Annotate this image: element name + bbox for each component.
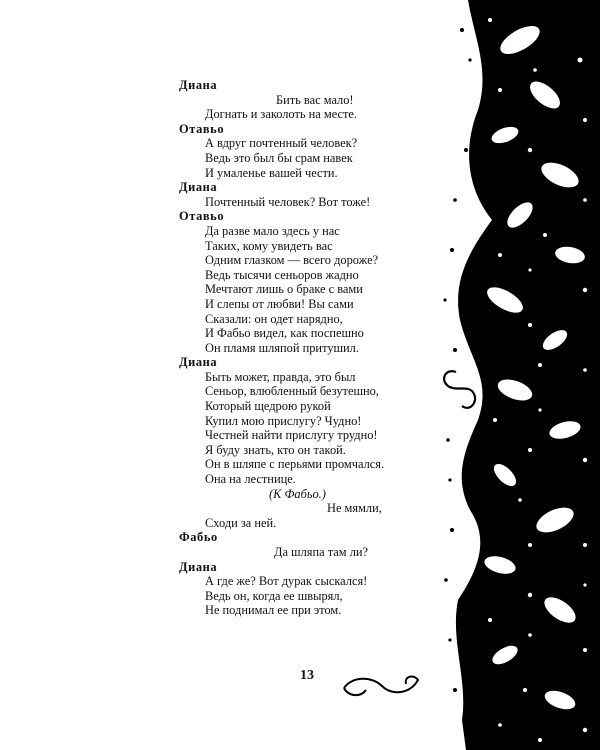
speaker-name: Диана xyxy=(179,180,218,195)
verse-line: Ведь тысячи сеньоров жадно xyxy=(205,267,359,282)
verse-line: Я буду знать, кто он такой. xyxy=(205,442,346,457)
verse-line: И Фабьо видел, как поспешно xyxy=(205,326,364,341)
verse-line: Быть может, правда, это был xyxy=(205,369,356,384)
speaker-name: Диана xyxy=(179,78,218,92)
verse-line: Честней найти прислугу трудно! xyxy=(205,428,378,443)
speaker-name: Отавьо xyxy=(179,121,225,136)
verse-line: А где же? Вот дурак сыскался! xyxy=(205,574,368,589)
verse-line: Он в шляпе с перьями промчался. xyxy=(205,457,385,472)
footer-flourish xyxy=(344,677,418,696)
verse-line: Таких, кому увидеть вас xyxy=(205,238,333,253)
verse-line: Сходи за ней. xyxy=(205,515,277,530)
stage-direction: (К Фабьо.) xyxy=(269,486,326,501)
verse-line: И слепы от любви! Вы сами xyxy=(205,296,354,311)
curl-ornament xyxy=(444,371,475,408)
verse-line: Да шляпа там ли? xyxy=(274,545,369,559)
lace-band xyxy=(456,0,600,750)
verse-line: И умаленье вашей чести. xyxy=(205,165,338,180)
speaker-name: Диана xyxy=(179,355,218,370)
speaker-name: Отавьо xyxy=(179,209,225,224)
verse-line: Догнать и заколоть на месте. xyxy=(205,107,358,122)
verse-line: Бить вас мало! xyxy=(276,92,354,107)
verse-line: Ведь он, когда ее швырял, xyxy=(205,588,343,603)
verse-line: Мечтают лишь о браке с вами xyxy=(205,282,363,297)
verse-line: Он пламя шляпой притушил. xyxy=(205,340,359,355)
verse-line: Который щедрою рукой xyxy=(205,399,331,414)
verse-line: Она на лестнице. xyxy=(205,472,296,487)
verse-line: Не мямли, xyxy=(327,501,382,516)
verse-line: Сеньор, влюбленный безутешно, xyxy=(205,384,379,399)
verse-line: Да разве мало здесь у нас xyxy=(205,223,340,238)
verse-line: Ведь это был бы срам навек xyxy=(205,150,353,165)
verse-line: Купил мою прислугу? Чудно! xyxy=(205,413,362,428)
speaker-name: Фабьо xyxy=(179,530,218,545)
verse-line: Одним глазком — всего дороже? xyxy=(205,253,379,268)
verse-line: А вдруг почтенный человек? xyxy=(205,136,358,151)
verse-line: Не поднимал ее при этом. xyxy=(205,603,342,618)
page-number: 13 xyxy=(300,668,314,683)
verse-line: Почтенный человек? Вот тоже! xyxy=(205,194,371,209)
verse-line: Сказали: он одет нарядно, xyxy=(205,311,343,326)
speaker-name: Диана xyxy=(179,559,218,574)
